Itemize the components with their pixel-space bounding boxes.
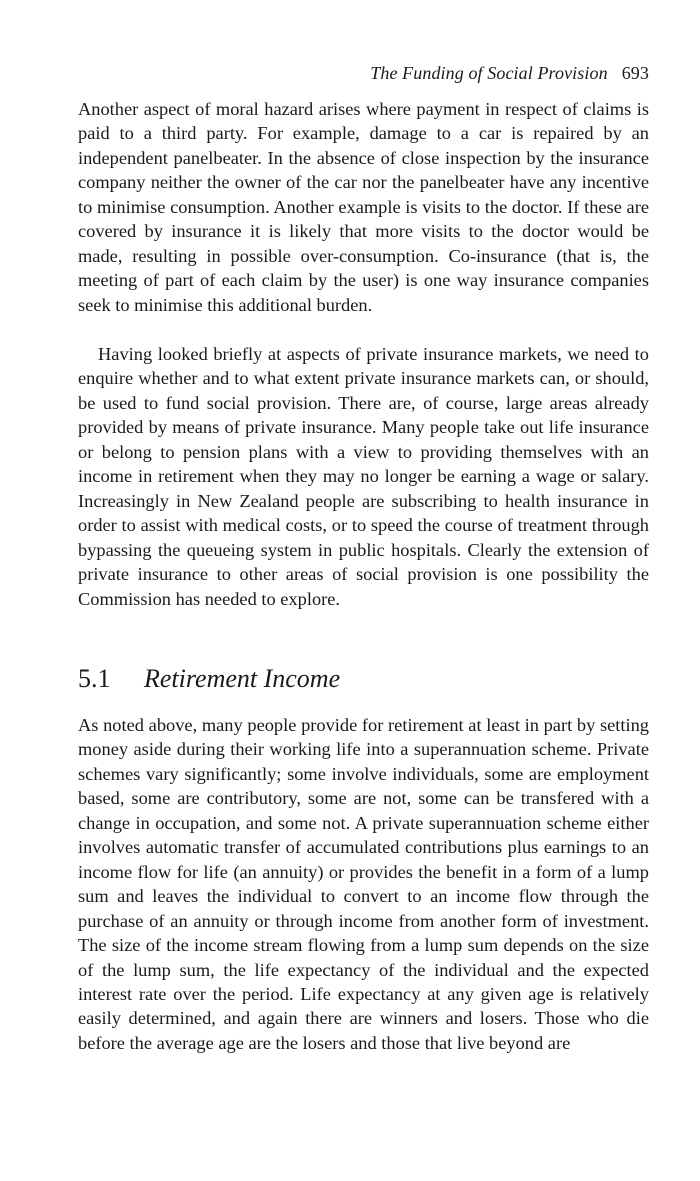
section-number: 5.1 [78, 664, 111, 693]
body-paragraph: Another aspect of moral hazard arises where payment in respect of claims is paid to a third party. For example, damage to a car is repaired by an independent panelbeater. In the absence of close inspection by the insurance company neither the owner of the car nor the panelbeater have any incentive to minimise consumption. Another example is visits to the doctor. If these are covered by insurance it is likely that more visits to the doctor would be made, resulting in possible over-consumption. Co-insurance (that is, the meeting of part of each claim by the user) is one way insurance companies seek to minimise this additional burden. [78, 99, 649, 315]
page-number: 693 [621, 63, 649, 83]
running-head-title: The Funding of Social Provision [370, 63, 608, 83]
body-paragraph: As noted above, many people provide for retirement at least in part by setting money aside during their working life into a superannuation scheme. Private schemes vary significantly; some involve individuals, some are employment based, some are contributory, some are not, some can be transfered with a change in occupation, and some not. A private superannuation scheme either involves automatic transfer of accumulated contributions plus earnings to an income flow for life (an annuity) or provides the benefit in a form of a lump sum and leaves the individual to convert to an income flow through the purchase of an annuity or through income from another form of investment. The size of the income stream flowing from a lump sum depends on the size of the lump sum, the life expectancy of the individual and the expected interest rate over the period. Life expectancy at any given age is relatively easily determined, and again there are winners and losers. Those who die before the average age are the losers and those that live beyond are [78, 715, 649, 1053]
body-paragraph: Having looked briefly at aspects of private insurance markets, we need to enquire whether and to what extent private insurance markets can, or should, be used to fund social provision. There are, of course, large areas already provided by means of private insurance. Many people take out life insurance or belong to pension plans with a view to providing themselves with an income in retirement when they may no longer be earning a wage or salary. Increasingly in New Zealand people are subscribing to health insurance in order to assist with medical costs, or to speed the course of treatment through bypassing the queueing system in public hospitals. Clearly the extension of private insurance to other areas of social provision is one possibility the Commission has needed to explore. [78, 344, 649, 609]
section-title: Retirement Income [144, 664, 341, 693]
section-heading [78, 663, 340, 695]
running-head [370, 63, 649, 84]
